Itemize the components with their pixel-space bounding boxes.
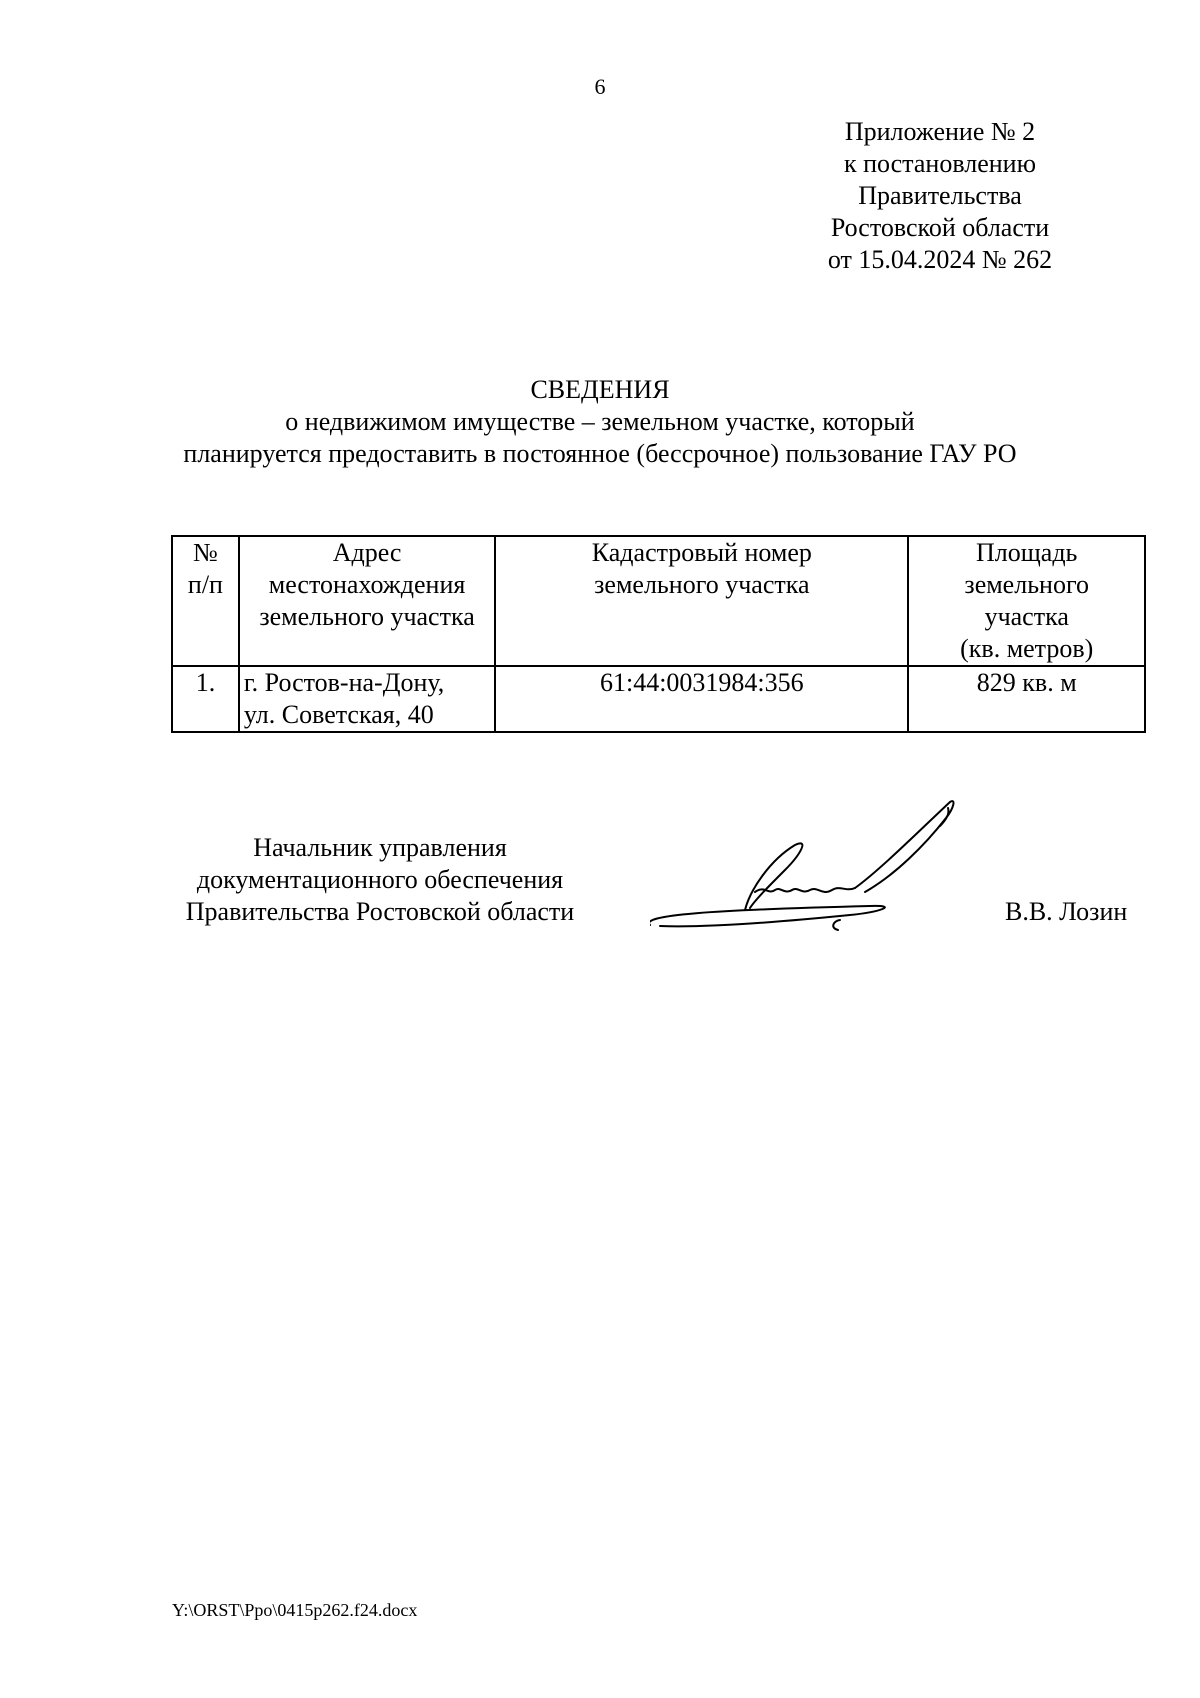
cell-cadastral: 61:44:0031984:356: [495, 666, 908, 732]
signatory-title-line: документационного обеспечения: [196, 865, 564, 894]
document-subtitle-line: планируется предоставить в постоянное (бессрочное) пользование ГАУ РО: [183, 439, 1017, 468]
header-cadastral: [495, 536, 908, 666]
table-header-row: [172, 536, 1145, 666]
document-subtitle-line: о недвижимом имуществе – земельном участке, который: [285, 407, 915, 436]
cell-area: 829 кв. м: [908, 666, 1145, 732]
header-text: земельного: [964, 570, 1089, 599]
header-address: [239, 536, 495, 666]
signatory-title-line: Начальник управления: [253, 833, 507, 862]
address-line: ул. Советская, 40: [243, 700, 434, 729]
signatory-name: В.В. Лозин: [1005, 897, 1128, 926]
header-text: (кв. метров): [960, 634, 1094, 663]
header-text: земельного участка: [259, 602, 475, 631]
header-num: [172, 536, 239, 666]
address-line: г. Ростов-на-Дону,: [243, 668, 445, 697]
page-number: 6: [594, 74, 606, 99]
header-area: [908, 536, 1145, 666]
header-text: Кадастровый номер: [591, 538, 812, 567]
header-text: участка: [984, 602, 1069, 631]
signatory-title: [170, 832, 590, 928]
header-text: Площадь: [976, 538, 1078, 567]
annex-line: Правительства: [858, 181, 1022, 210]
document-heading: [60, 374, 1140, 470]
land-plot-table: [171, 535, 1146, 733]
annex-line: от 15.04.2024 № 262: [827, 245, 1053, 274]
handwritten-signature: [650, 800, 980, 960]
document-title: СВЕДЕНИЯ: [530, 375, 670, 404]
annex-line: к постановлению: [843, 149, 1037, 178]
header-text: земельного участка: [594, 570, 810, 599]
table-row: [172, 666, 1145, 732]
header-text: п/п: [187, 570, 223, 599]
footer-file-path: Y:\ORST\Ppo\0415p262.f24.docx: [172, 1600, 418, 1620]
cell-address: [239, 666, 495, 732]
annex-line: Ростовской области: [830, 213, 1050, 242]
header-text: местонахождения: [268, 570, 466, 599]
annex-line: Приложение № 2: [844, 117, 1036, 146]
header-text: Адрес: [332, 538, 402, 567]
annex-header: [790, 116, 1090, 276]
signatory-title-line: Правительства Ростовской области: [185, 897, 575, 926]
cell-num: 1.: [172, 666, 239, 732]
header-text: №: [193, 538, 218, 567]
